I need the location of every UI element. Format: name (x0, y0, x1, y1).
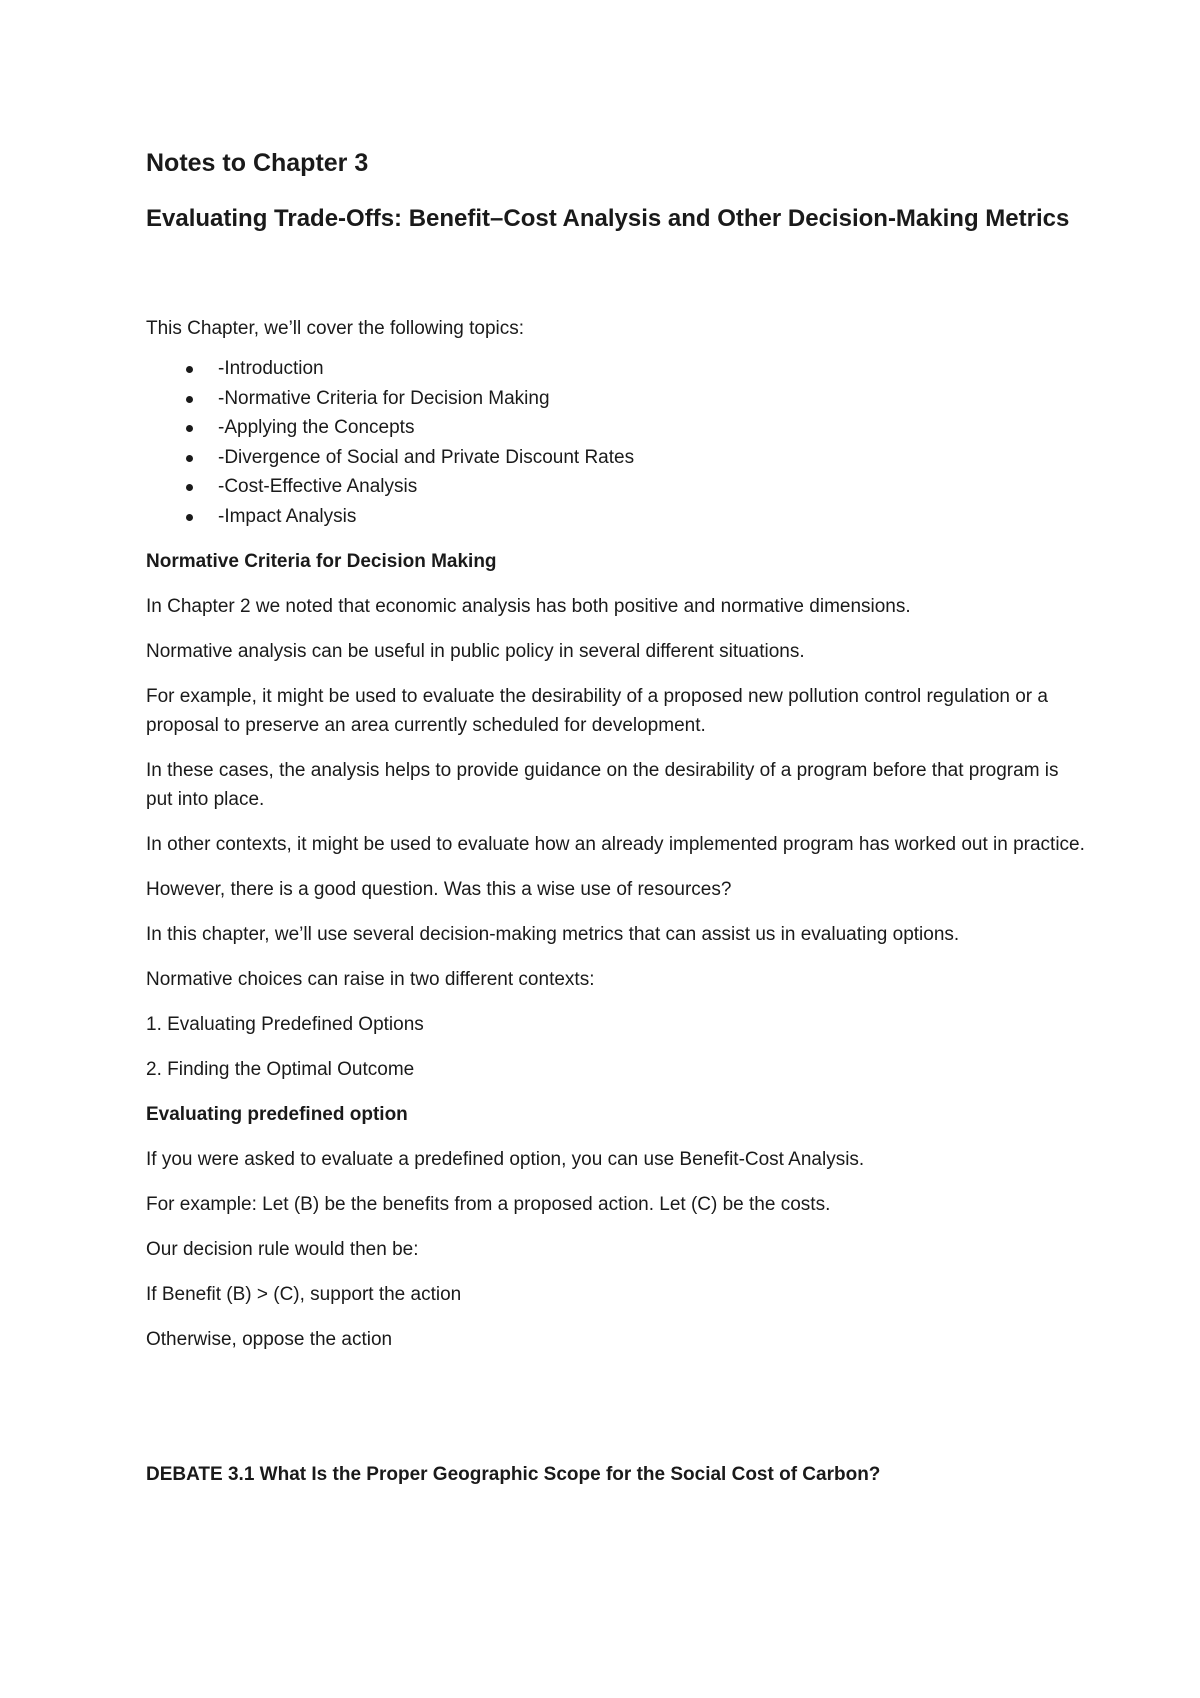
topic-label: -Introduction (218, 358, 324, 379)
section-heading-normative-criteria: Normative Criteria for Decision Making (146, 551, 497, 572)
chapter-heading: Notes to Chapter 3 (146, 149, 369, 177)
topic-label: -Impact Analysis (218, 505, 357, 527)
section-heading-evaluating-predefined-option: Evaluating predefined option (146, 1104, 408, 1125)
paragraph: In this chapter, we’ll use several decision-making metrics that can assist us in evaluating options. (146, 924, 960, 945)
intro-text: This Chapter, we’ll cover the following topics: (146, 318, 525, 339)
topic-item (146, 354, 1086, 384)
paragraph: If Benefit (B) > (C), support the action (146, 1284, 462, 1305)
bullet-icon (186, 514, 193, 521)
paragraph: However, there is a good question. Was this a wise use of resources? (146, 879, 732, 900)
topic-item (146, 502, 1086, 532)
bullet-icon (186, 396, 193, 403)
paragraph: In these cases, the analysis helps to provide guidance on the desirability of a program before that program is put into place. (146, 760, 1059, 810)
paragraph: For example: Let (B) be the benefits from a proposed action. Let (C) be the costs. (146, 1194, 831, 1215)
bullet-icon (186, 425, 193, 432)
document-content (146, 146, 1086, 1505)
paragraph: Normative choices can raise in two different contexts: (146, 969, 595, 990)
paragraph: In other contexts, it might be used to evaluate how an already implemented program has worked out in practice. (146, 834, 1085, 855)
paragraph: In Chapter 2 we noted that economic analysis has both positive and normative dimensions. (146, 596, 911, 617)
paragraph: For example, it might be used to evaluate the desirability of a proposed new pollution control regulation or a proposal to preserve an area currently scheduled for development. (146, 686, 1048, 736)
bullet-icon (186, 366, 193, 373)
topic-label: -Normative Criteria for Decision Making (218, 387, 550, 409)
paragraph: If you were asked to evaluate a predefined option, you can use Benefit-Cost Analysis. (146, 1149, 865, 1170)
debate-heading: DEBATE 3.1 What Is the Proper Geographic Scope for the Social Cost of Carbon? (146, 1464, 881, 1485)
bullet-icon (186, 455, 193, 462)
topic-label: -Applying the Concepts (218, 417, 415, 438)
topic-label: -Divergence of Social and Private Discount Rates (218, 446, 635, 468)
chapter-title: Evaluating Trade-Offs: Benefit–Cost Analysis and Other Decision-Making Metrics (146, 205, 1070, 232)
topic-label: -Cost-Effective Analysis (218, 476, 418, 497)
paragraph: Otherwise, oppose the action (146, 1329, 393, 1350)
bullet-icon (186, 484, 193, 491)
topic-item (146, 413, 1086, 443)
blank-space (146, 1370, 1086, 1460)
topic-list (146, 354, 1086, 531)
topic-item (146, 384, 1086, 414)
paragraph: Normative analysis can be useful in public policy in several different situations. (146, 641, 805, 662)
topic-item (146, 472, 1086, 502)
topic-item (146, 443, 1086, 473)
paragraph: Our decision rule would then be: (146, 1239, 419, 1260)
numbered-item: 1. Evaluating Predefined Options (146, 1014, 424, 1035)
numbered-item: 2. Finding the Optimal Outcome (146, 1059, 415, 1080)
